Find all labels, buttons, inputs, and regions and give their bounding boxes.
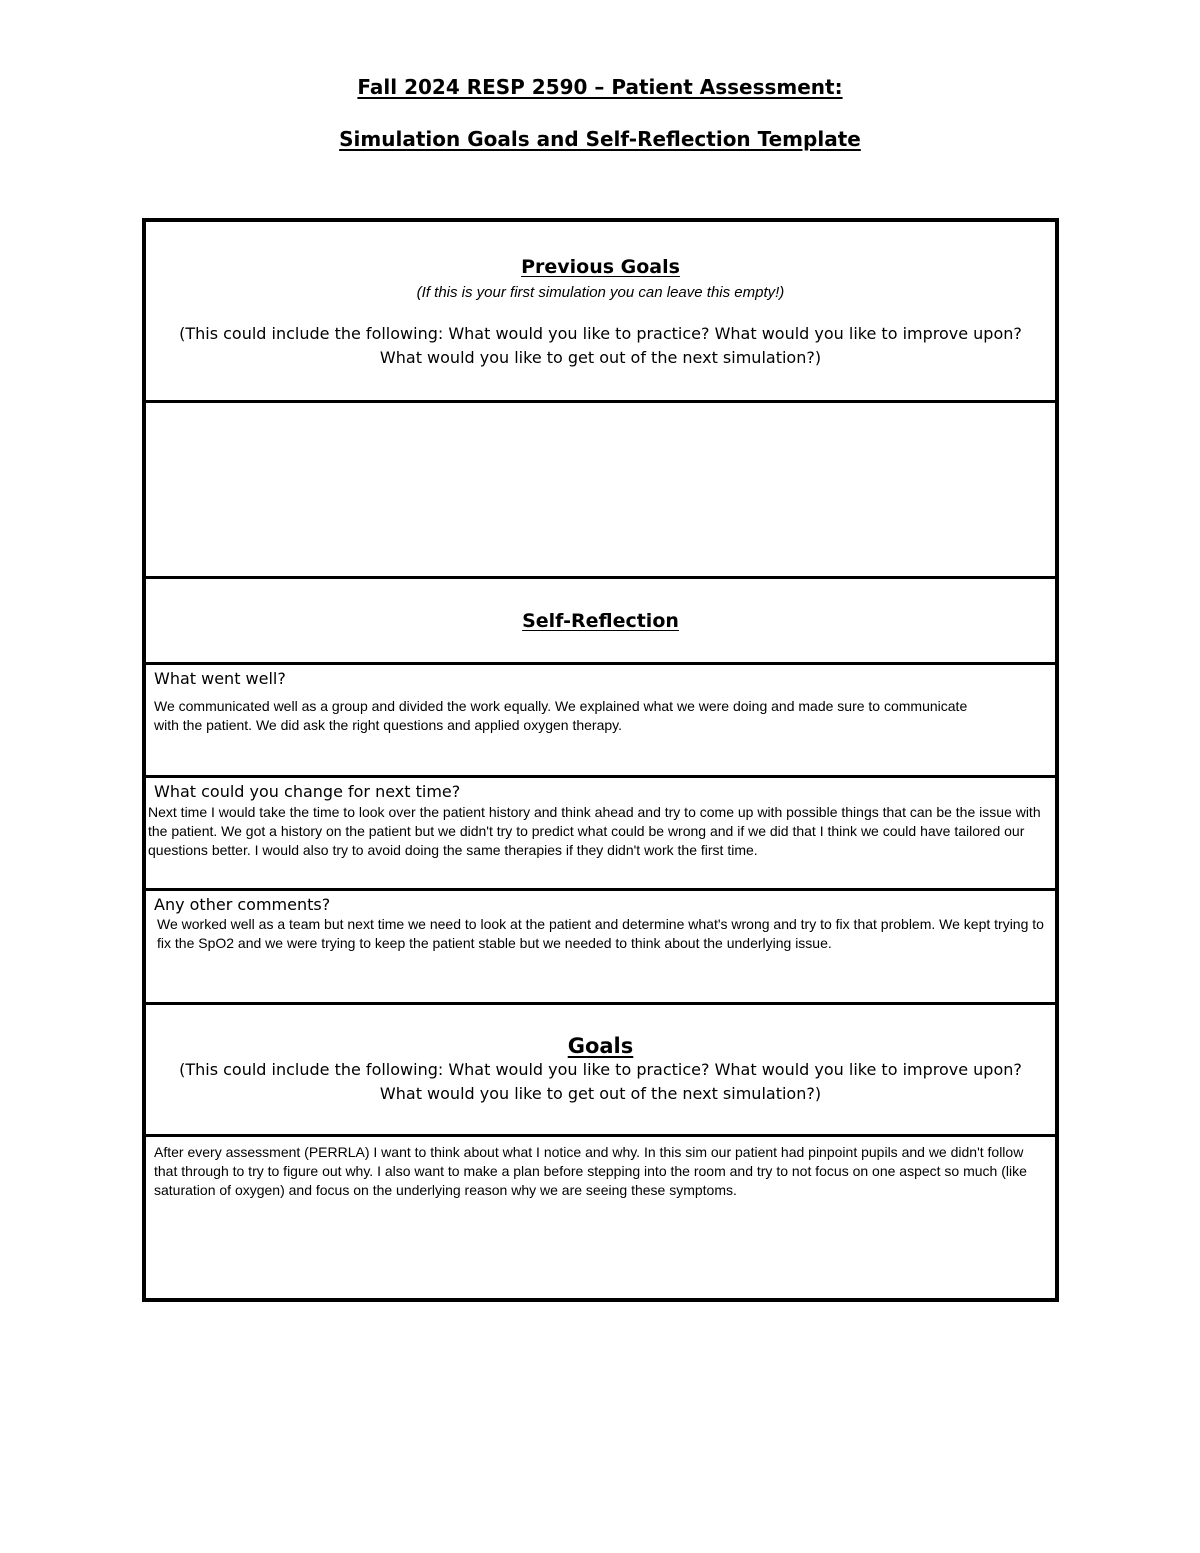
divider bbox=[146, 576, 1055, 579]
previous-goals-heading: Previous Goals bbox=[521, 256, 680, 278]
self-reflection-heading: Self-Reflection bbox=[522, 610, 679, 632]
divider bbox=[146, 775, 1055, 778]
previous-goals-answer bbox=[146, 407, 1055, 575]
previous-goals-prompt-line1: (This could include the following: What would you like to practice? What would you like to improve upon? bbox=[179, 324, 1022, 343]
divider bbox=[146, 662, 1055, 665]
change-next-time-answer: Next time I would take the time to look over the patient history and think ahead and try to come up with possible things that can be the issue with the patient. We got a history on the patient but we didn't try to predict what could be wrong and if we did that I think we could have tailored our questions better. I would also try to avoid doing the same therapies if they didn't work the first time. bbox=[148, 804, 1041, 858]
reflection-form bbox=[142, 218, 1059, 1302]
self-reflection-header bbox=[146, 610, 1055, 632]
previous-goals-note: (If this is your first simulation you can leave this empty!) bbox=[416, 284, 785, 301]
went-well-question: What went well? bbox=[154, 669, 286, 688]
goals-header bbox=[146, 1034, 1055, 1106]
change-next-time-section bbox=[146, 782, 1055, 860]
divider bbox=[146, 1134, 1055, 1137]
goals-heading: Goals bbox=[567, 1034, 634, 1058]
change-next-time-question: What could you change for next time? bbox=[154, 782, 461, 801]
goals-prompt-line2: What would you like to get out of the next simulation?) bbox=[379, 1084, 822, 1103]
divider bbox=[146, 888, 1055, 891]
goals-answer: After every assessment (PERRLA) I want to think about what I notice and why. In this sim our patient had pinpoint pupils and we didn't follow that through to try to figure out why. I also want to make a plan before stepping into the room and try to not focus on one aspect so much (like saturation of oxygen) and focus on the underlying reason why we are seeing these symptoms. bbox=[154, 1144, 1027, 1198]
went-well-answer: We communicated well as a group and divided the work equally. We explained what we were doing and made sure to communicate with the patient. We did ask the right questions and applied oxygen therapy. bbox=[154, 698, 968, 733]
other-comments-answer: We worked well as a team but next time we need to look at the patient and determine what's wrong and try to fix that problem. We kept trying to fix the SpO2 and we were trying to keep the patient stable but we needed to think about the underlying issue. bbox=[157, 916, 1044, 951]
went-well-section bbox=[146, 669, 1055, 735]
document-subtitle: Simulation Goals and Self-Reflection Template bbox=[339, 127, 861, 151]
previous-goals-header bbox=[146, 256, 1055, 370]
document-title: Fall 2024 RESP 2590 – Patient Assessment: bbox=[357, 75, 843, 99]
goals-prompt-line1: (This could include the following: What would you like to practice? What would you like to improve upon? bbox=[179, 1060, 1022, 1079]
previous-goals-prompt-line2: What would you like to get out of the next simulation?) bbox=[379, 348, 822, 367]
other-comments-question: Any other comments? bbox=[154, 895, 331, 914]
divider bbox=[146, 400, 1055, 403]
other-comments-section bbox=[146, 895, 1055, 953]
divider bbox=[146, 1002, 1055, 1005]
